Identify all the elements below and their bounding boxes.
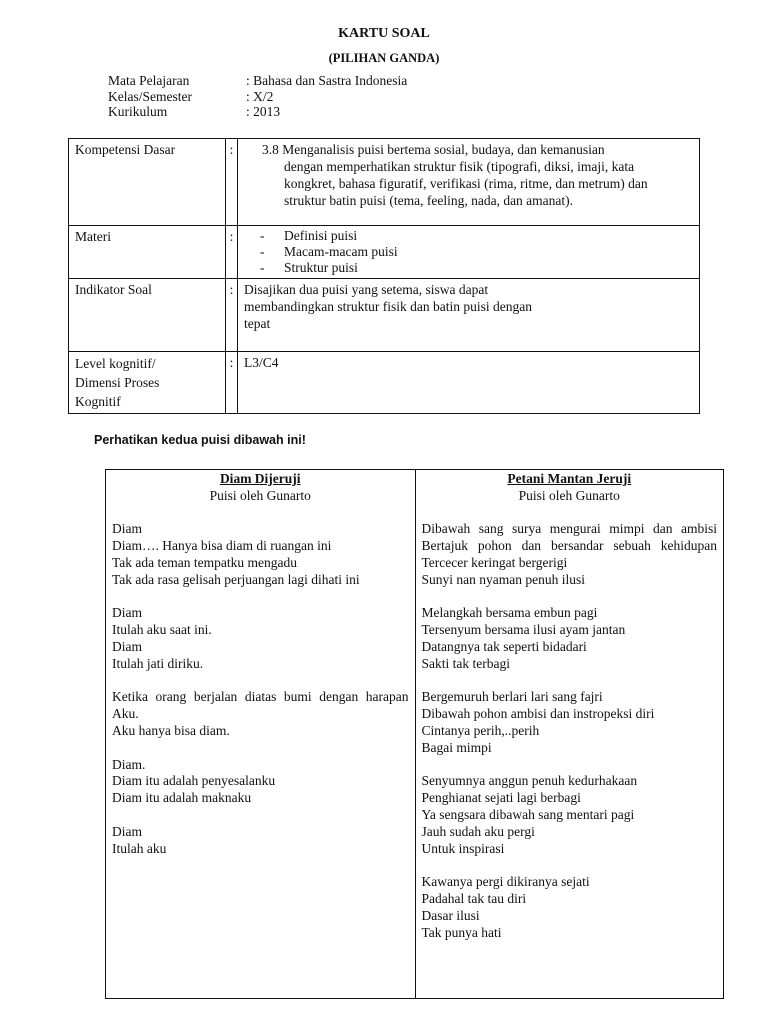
poem-line: Untuk inspirasi (421, 840, 505, 856)
list-item-text: Macam-macam puisi (284, 244, 398, 259)
poem-line: Sakti tak terbagi (421, 655, 510, 671)
poem-line: Itulah jati diriku. (112, 655, 204, 671)
list-item: - Definisi puisi (260, 228, 358, 243)
meta-value: : X/2 (246, 88, 274, 104)
meta-info (108, 73, 407, 120)
separator: : (226, 279, 238, 352)
card-title: KARTU SOAL (338, 26, 430, 41)
list-item-text: Definisi puisi (284, 228, 358, 243)
poem-line: Sunyi nan nyaman penuh ilusi (421, 571, 585, 587)
separator: : (226, 139, 238, 226)
level-label-line: Dimensi Proses (75, 375, 160, 390)
poem-line: Dibawah sang surya mengurai mimpi dan ambisi (421, 521, 717, 537)
card-subtitle: (PILIHAN GANDA) (328, 51, 440, 65)
indikator-line: Disajikan dua puisi yang setema, siswa dapat (244, 282, 489, 297)
poem-line: Ya sengsara dibawah sang mentari pagi (421, 806, 635, 822)
level-label (69, 352, 226, 414)
poem-line: Penghianat sejati lagi berbagi (421, 790, 581, 806)
poem-line: Bertajuk pohon dan bersandar sebuah kehidupan (421, 538, 717, 554)
poem-title: Petani Mantan Jeruji (507, 471, 632, 486)
poem-line: Datangnya tak seperti bidadari (421, 638, 587, 654)
meta-value: : Bahasa dan Sastra Indonesia (246, 73, 408, 88)
separator: : (226, 226, 238, 279)
poem-left (106, 470, 416, 998)
competency-table (68, 138, 700, 414)
indikator-line: tepat (244, 316, 271, 331)
level-label-line: Level kognitif/ (75, 356, 156, 371)
materi-label: Materi (69, 226, 226, 279)
indikator-text (238, 279, 700, 352)
level-label-line: Kognitif (75, 394, 121, 409)
poem-line: Tak ada rasa gelisah perjuangan lagi dihati ini (112, 571, 360, 587)
poem-line: Itulah aku saat ini. (112, 622, 212, 638)
kd-text (238, 139, 700, 226)
poem-line: Diam itu adalah maknaku (112, 790, 252, 806)
poem-line: Diam. (112, 756, 146, 772)
row-indikator (69, 279, 700, 352)
meta-label: Kelas/Semester (108, 88, 192, 104)
separator: : (226, 352, 238, 414)
row-kompetensi-dasar (69, 139, 700, 226)
poem-right (416, 470, 724, 998)
poem-line: Diam itu adalah penyesalanku (112, 773, 276, 789)
poem-line: Ketika orang berjalan diatas bumi dengan harapan (112, 689, 409, 705)
indikator-line: membandingkan struktur fisik dan batin puisi dengan (244, 299, 532, 314)
poem-title: Diam Dijeruji (219, 471, 301, 486)
list-item: - Struktur puisi (260, 260, 358, 275)
list-item: - Macam-macam puisi (260, 244, 398, 259)
meta-label: Kurikulum (108, 104, 168, 119)
row-level (69, 352, 700, 414)
poem-line: Tak punya hati (421, 924, 502, 940)
materi-list (244, 228, 693, 276)
poem-line: Jauh sudah aku pergi (421, 823, 535, 839)
poem-line: Tercecer keringat bergerigi (421, 554, 568, 570)
poem-line: Dasar ilusi (421, 907, 480, 923)
meta-value: : 2013 (246, 104, 281, 119)
list-item-text: Struktur puisi (284, 260, 358, 275)
poem-line: Aku hanya bisa diam. (112, 722, 230, 738)
poem-line: Bergemuruh berlari lari sang fajri (421, 689, 603, 705)
poem-author: Puisi oleh Gunarto (209, 487, 311, 503)
poem-line: Diam (112, 638, 142, 654)
meta-label: Mata Pelajaran (108, 73, 190, 88)
poem-line: Diam (112, 521, 142, 537)
poem-author: Puisi oleh Gunarto (518, 487, 620, 503)
poem-line: Dibawah pohon ambisi dan instropeksi diri (421, 706, 655, 722)
poems-box (105, 469, 724, 999)
materi-list-cell (238, 226, 700, 279)
poem-line: Diam (112, 605, 142, 621)
poem-line: Cintanya perih,..perih (421, 722, 540, 738)
poem-line: Diam…. Hanya bisa diam di ruangan ini (112, 538, 332, 554)
poem-line: Kawanya pergi dikiranya sejati (421, 874, 590, 890)
kd-label: Kompetensi Dasar (69, 139, 226, 226)
row-materi (69, 226, 700, 279)
meta-row-curriculum (108, 104, 407, 120)
poem-line: Diam (112, 823, 142, 839)
poem-line: Bagai mimpi (421, 739, 492, 755)
level-value: L3/C4 (238, 352, 700, 414)
kd-line: struktur batin puisi (tema, feeling, nada, dan amanat). (284, 193, 574, 208)
indikator-label: Indikator Soal (69, 279, 226, 352)
instruction: Perhatikan kedua puisi dibawah ini! (94, 433, 306, 447)
poem-line: Melangkah bersama embun pagi (421, 605, 598, 621)
kd-line: dengan memperhatikan struktur fisik (tipografi, diksi, imaji, kata (284, 159, 635, 174)
poem-line: Padahal tak tau diri (421, 890, 527, 906)
poem-line: Aku. (112, 706, 139, 722)
kd-line: 3.8 Menganalisis puisi bertema sosial, budaya, dan kemanusian (262, 142, 605, 157)
poem-line: Itulah aku (112, 840, 167, 856)
poem-line: Senyumnya anggun penuh kedurhakaan (421, 773, 638, 789)
meta-row-class (108, 89, 407, 105)
poem-line: Tersenyum bersama ilusi ayam jantan (421, 622, 626, 638)
poem-line: Tak ada teman tempatku mengadu (112, 554, 297, 570)
meta-row-subject (108, 73, 407, 89)
kd-line: kongkret, bahasa figuratif, verifikasi (rima, ritme, dan metrum) dan (284, 176, 648, 191)
